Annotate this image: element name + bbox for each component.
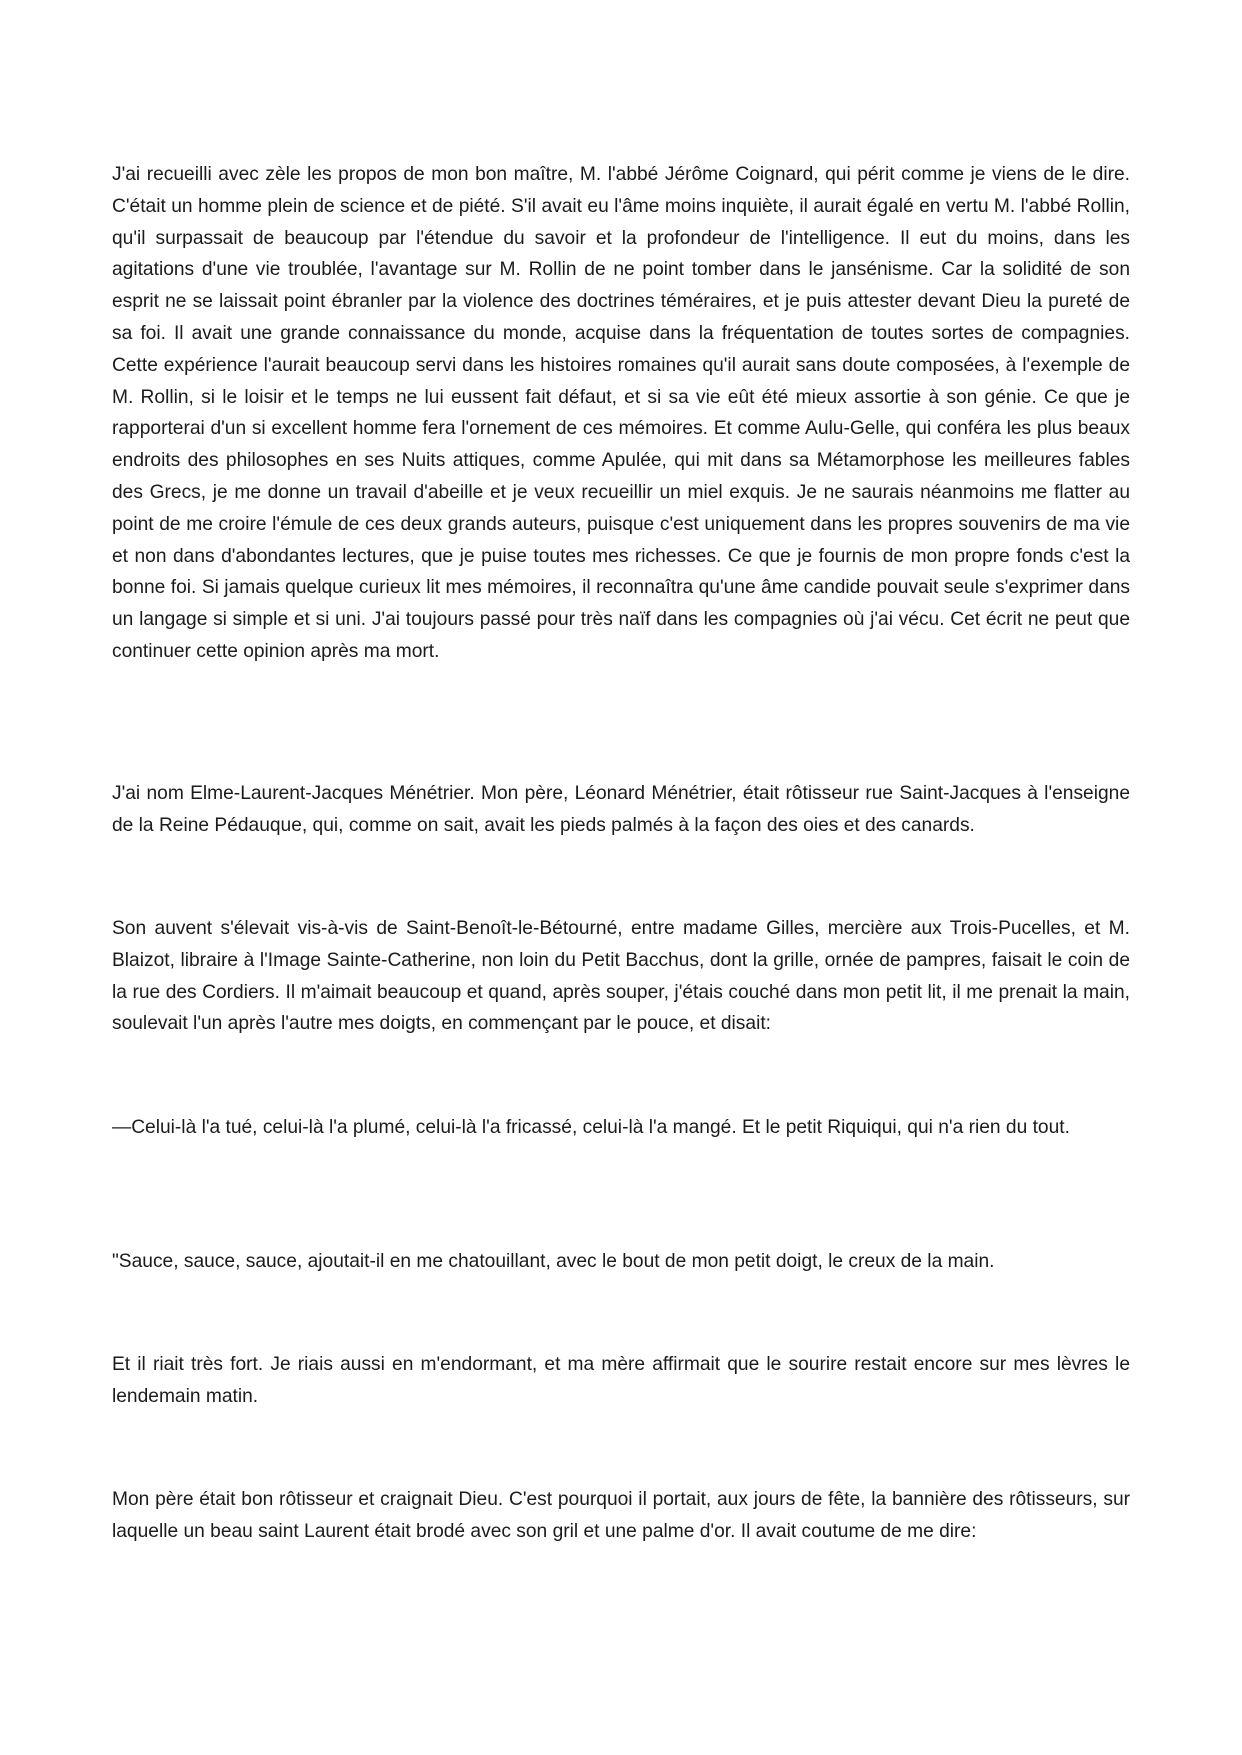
- paragraph-shop-description: Son auvent s'élevait vis-à-vis de Saint-Benoît-le-Bétourné, entre madame Gilles, mercière aux Trois-Pucelles, et M. Blaizot, libraire à l'Image Sainte-Catherine, non loin du Petit Bacchus, dont la grille, ornée de pampres, faisait le coin de la rue des Cordiers. Il m'aimait beaucoup et quand, après souper, j'étais couché dans mon petit lit, il me prenait la main, soulevait l'un après l'autre mes doigts, en commençant par le pouce, et disait:: [112, 918, 1130, 1035]
- paragraph-memoirs-intro: J'ai recueilli avec zèle les propos de mon bon maître, M. l'abbé Jérôme Coignard, qui périt comme je viens de le dire. C'était un homme plein de science et de piété. S'il avait eu l'âme moins inquiète, il aurait égalé en vertu M. l'abbé Rollin, qu'il surpassait de beaucoup par l'étendue du savoir et la profondeur de l'intelligence. Il eut du moins, dans les agitations d'une vie troublée, l'avantage sur M. Rollin de ne point tomber dans le jansénisme. Car la solidité de son esprit ne se laissait point ébranler par la violence des doctrines téméraires, et je puis attester devant Dieu la pureté de sa foi. Il avait une grande connaissance du monde, acquise dans la fréquentation de toutes sortes de compagnies. Cette expérience l'aurait beaucoup servi dans les histoires romaines qu'il aurait sans doute composées, à l'exemple de M. Rollin, si le loisir et le temps ne lui eussent fait défaut, et si sa vie eût été mieux assortie à son génie. Ce que je rapporterai d'un si excellent homme fera l'ornement de ces mémoires. Et comme Aulu-Gelle, qui conféra les plus beaux endroits des philosophes en ses Nuits attiques, comme Apulée, qui mit dans sa Métamorphose les meilleures fables des Grecs, je me donne un travail d'abeille et je veux recueillir un miel exquis. Je ne saurais néanmoins me flatter au point de me croire l'émule de ces deux grands auteurs, puisque c'est uniquement dans les propres souvenirs de ma vie et non dans d'abondantes lectures, que je puise toutes mes richesses. Ce que je fournis de mon propre fonds c'est la bonne foi. Si jamais quelque curieux lit mes mémoires, il reconnaîtra qu'une âme candide pouvait seule s'exprimer dans un langage si simple et si uni. J'ai toujours passé pour très naïf dans les compagnies où j'ai vécu. Cet écrit ne peut que continuer cette opinion après ma mort.: [112, 164, 1130, 662]
- paragraph-laughter: Et il riait très fort. Je riais aussi en m'endormant, et ma mère affirmait que le sourire restait encore sur mes lèvres le lendemain matin.: [112, 1354, 1130, 1407]
- paragraph-name-introduction: J'ai nom Elme-Laurent-Jacques Ménétrier. Mon père, Léonard Ménétrier, était rôtisseur rue Saint-Jacques à l'enseigne de la Reine Pédauque, qui, comme on sait, avait les pieds palmés à la façon des oies et des canards.: [112, 783, 1130, 836]
- paragraph-sauce: "Sauce, sauce, sauce, ajoutait-il en me chatouillant, avec le bout de mon petit doigt, le creux de la main.: [112, 1251, 995, 1272]
- paragraph-father-banner: Mon père était bon rôtisseur et craignait Dieu. C'est pourquoi il portait, aux jours de fête, la bannière des rôtisseurs, sur laquelle un beau saint Laurent était brodé avec son gril et une palme d'or. Il avait coutume de me dire:: [112, 1489, 1130, 1542]
- paragraph-finger-rhyme: —Celui-là l'a tué, celui-là l'a plumé, celui-là l'a fricassé, celui-là l'a mangé. Et le petit Riquiqui, qui n'a rien du tout.: [112, 1117, 1070, 1138]
